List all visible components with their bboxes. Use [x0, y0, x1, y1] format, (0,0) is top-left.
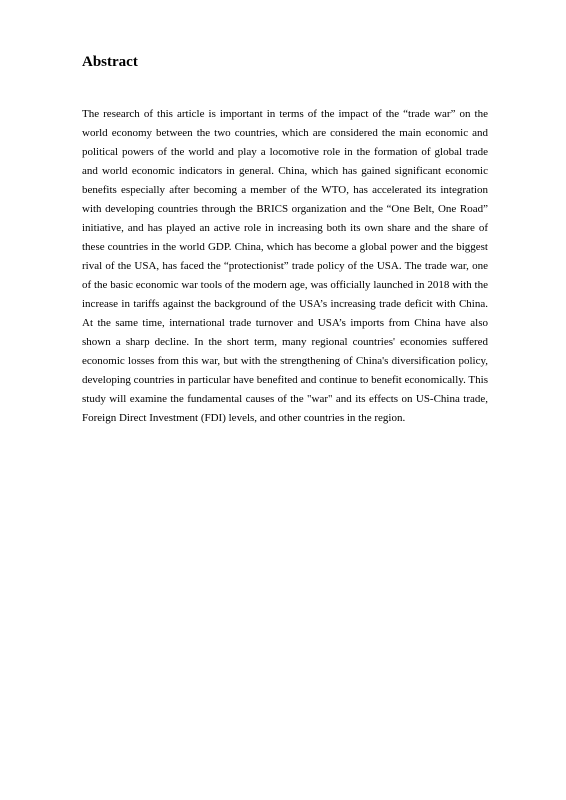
abstract-paragraph: The research of this article is important in terms of the impact of the “trade war” on the world economy between the two countries, which are considered the main economic and political powers of the world and play a locomotive role in the formation of global trade and world economic indicators in general. China, which has gained significant economic benefits especially after becoming a member of the WTO, has accelerated its integration with developing countries through the BRICS organization and the “One Belt, One Road” initiative, and has played an active role in increasing both its own share and the share of these countries in the world GDP. China, which has become a global power and the biggest rival of the USA, has faced the “protectionist” trade policy of the USA. The trade war, one of the basic economic war tools of the modern age, was officially launched in 2018 with the increase in tariffs against the background of the USA’s increasing trade deficit with China. At the same time, international trade turnover and USA’s imports from China have also shown a sharp decline. In the short term, many regional countries' economies suffered economic losses from this war, but with the strengthening of China's diversification policy, developing countries in particular have benefited and continue to benefit economically. This study will examine the fundamental causes of the "war" and its effects on US-China trade, Foreign Direct Investment (FDI) levels, and other countries in the region. [82, 108, 488, 424]
abstract-heading: Abstract [82, 54, 138, 70]
